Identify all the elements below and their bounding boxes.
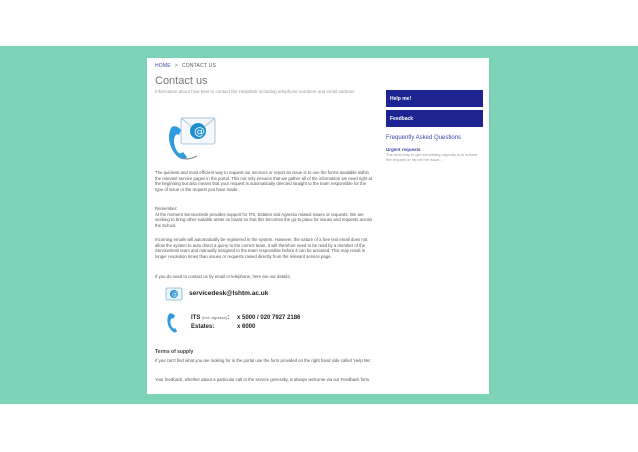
- faq-description: The best way to get something urgently is to submit the request or report the issue...: [386, 152, 478, 162]
- phone-its-label-small: (incl. Agresso): [202, 315, 228, 320]
- svg-text:@: @: [171, 291, 178, 299]
- page-subtitle: Information about how best to contact the Helpdesk including telephone numbers and email address: [155, 89, 355, 94]
- breadcrumb-separator: >: [174, 63, 178, 69]
- terms-paragraph: If you can't find what you are looking for in the portal use the form provided on the right hand side called 'Help Me'.: [155, 358, 372, 363]
- phone-estates-number: x 6000: [237, 324, 256, 330]
- sidebar: [386, 90, 483, 162]
- page-panel: [147, 58, 489, 394]
- phone-icon: [165, 312, 183, 334]
- breadcrumb: [155, 63, 216, 69]
- email-address-link[interactable]: servicedesk@lshtm.ac.uk: [189, 290, 269, 297]
- intro-paragraph: The quickest and most efficient way to request our services or report an issue is to use the forms available within the relevant service pages in the portal. This not only ensures that we gather all of the information we need right at the beginning but also means that your request is automatically directed straight to the team responsible for the type of issue or the request you have made.: [155, 170, 373, 192]
- page-title: Contact us: [155, 75, 208, 87]
- envelope-phone-icon: [165, 114, 221, 164]
- breadcrumb-current: CONTACT US: [181, 63, 216, 69]
- phone-contact: [165, 312, 385, 342]
- phone-its-row: [191, 315, 229, 321]
- incoming-emails-paragraph: Incoming emails will automatically be registered in the system. However, the nature of a free text email does not allow the system to auto direct a query to the correct team. It will therefore need to be read by a member of the ServiceDesk team and manually assigned to the team responsible before it can be actioned. This may result in longer resolution times than issues or requests raised directly from the relevant service page.: [155, 237, 368, 259]
- phone-estates-label: Estates:: [191, 324, 215, 330]
- email-contact: [165, 286, 385, 308]
- email-icon: [165, 286, 183, 302]
- remember-paragraph: Remember: At the moment ServiceDesk provides support for ITS, Estates and Agresso related issues or requests. We are working to bring other suitable areas on board so that this becomes the go-to place for issues and requests across the School.: [155, 206, 373, 228]
- phone-its-colon: :: [227, 315, 230, 321]
- feedback-button[interactable]: Feedback: [386, 110, 483, 127]
- faq-link-urgent-requests[interactable]: Urgent requests: [386, 147, 421, 152]
- svg-text:@: @: [194, 125, 205, 138]
- faq-heading: Frequently Asked Questions: [386, 135, 462, 141]
- help-me-button[interactable]: Help me!: [386, 90, 483, 107]
- phone-its-number: x 5000 / 020 7927 2186: [237, 315, 301, 321]
- details-intro-paragraph: If you do need to contact us by email or telephone, here are our details:: [155, 274, 291, 279]
- breadcrumb-home[interactable]: HOME: [155, 63, 171, 69]
- terms-heading: Terms of supply: [155, 349, 194, 355]
- phone-its-label: ITS: [191, 315, 201, 321]
- feedback-paragraph: Your feedback, whether about a particular call or the service generally, is always welcome via our Feedback form.: [155, 377, 371, 382]
